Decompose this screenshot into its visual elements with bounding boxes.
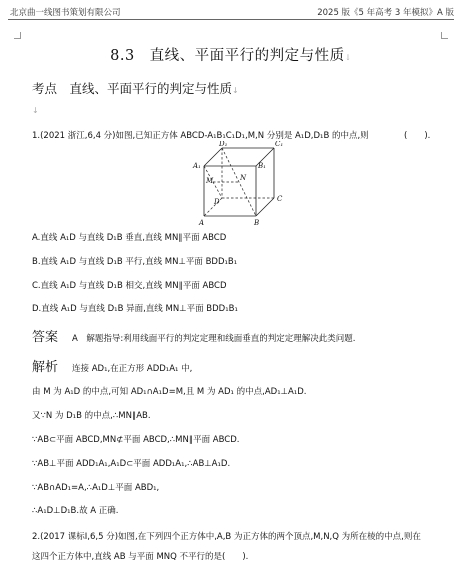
analysis-line [32, 356, 192, 375]
answer-line [32, 326, 355, 345]
label-n: N [240, 174, 247, 182]
header-edition: 2025 版《5 年高考 3 年模拟》A 版 [317, 8, 454, 18]
section-title: 8.3 直线、平面平行的判定与性质↓ [110, 48, 352, 64]
answer-blank: ( ). [404, 131, 431, 141]
analysis-step-1: 由 M 为 A₁D 的中点,可知 AD₁∩A₁D=M,且 M 为 AD₁ 的中点,AD₁⊥A₁D. [32, 387, 307, 397]
label-c: C [277, 195, 283, 203]
analysis-step-3: ∵AB⊂平面 ABCD,MN⊄平面 ABCD,∴MN∥平面 ABCD. [32, 435, 240, 445]
option-b: B.直线 A₁D 与直线 D₁B 平行,直线 MN⊥平面 BDD₁B₁ [32, 257, 238, 267]
analysis-first: 连接 AD₁,在正方形 ADD₁A₁ 中, [72, 364, 193, 374]
analysis-label: 解析 [32, 360, 59, 375]
question-1-stem: 1.(2021 浙江,6,4 分)如图,已知正方体 ABCD-A₁B₁C₁D₁,M,N 分别是 A₁D,D₁B 的中点,则 [32, 131, 369, 141]
label-m: M [206, 177, 214, 185]
label-a1: A₁ [193, 162, 201, 170]
section-subtitle: 考点 直线、平面平行的判定与性质↓ [32, 81, 239, 96]
answer-text: A 解题指导:利用线面平行的判定定理和线面垂直的判定定理解决此类问题. [72, 334, 356, 344]
label-d: D [214, 198, 220, 206]
label-c1: C₁ [275, 141, 284, 148]
label-b: B [254, 219, 260, 226]
option-c: C.直线 A₁D 与直线 D₁B 相交,直线 MN∥平面 ABCD [32, 281, 227, 291]
analysis-step-2: 又∵N 为 D₁B 的中点,∴MN∥AB. [32, 411, 151, 421]
label-d1: D₁ [219, 141, 228, 148]
edge-cb [256, 198, 274, 216]
label-b1: B₁ [258, 162, 266, 170]
analysis-step-6: ∴A₁D⊥D₁B.故 A 正确. [32, 506, 119, 516]
question-2-line-1: 2.(2017 课标Ⅰ,6,5 分)如图,在下列四个正方体中,A,B 为正方体的两个顶点,M,N,Q 为所在棱的中点,则在 [32, 532, 421, 542]
header-rule [8, 19, 454, 20]
cube-figure [190, 141, 290, 226]
paragraph-mark: ↓ [32, 106, 39, 115]
label-a: A [199, 219, 205, 226]
crop-mark-left [14, 32, 21, 39]
option-a: A.直线 A₁D 与直线 D₁B 垂直,直线 MN∥平面 ABCD [32, 233, 227, 243]
option-d: D.直线 A₁D 与直线 D₁B 异面,直线 MN⊥平面 BDD₁B₁ [32, 304, 238, 314]
edge-a1d1 [204, 148, 222, 166]
analysis-step-4: ∵AB⊥平面 ADD₁A₁,A₁D⊂平面 ADD₁A₁,∴AB⊥A₁D. [32, 459, 231, 469]
question-2-line-2: 这四个正方体中,直线 AB 与平面 MNQ 不平行的是( ). [32, 552, 249, 562]
crop-mark-right [441, 32, 448, 39]
answer-label: 答案 [32, 330, 59, 345]
analysis-step-5: ∵AB∩AD₁=A,∴A₁D⊥平面 ABD₁, [32, 483, 160, 493]
header-publisher: 北京曲一线图书策划有限公司 [10, 8, 121, 18]
